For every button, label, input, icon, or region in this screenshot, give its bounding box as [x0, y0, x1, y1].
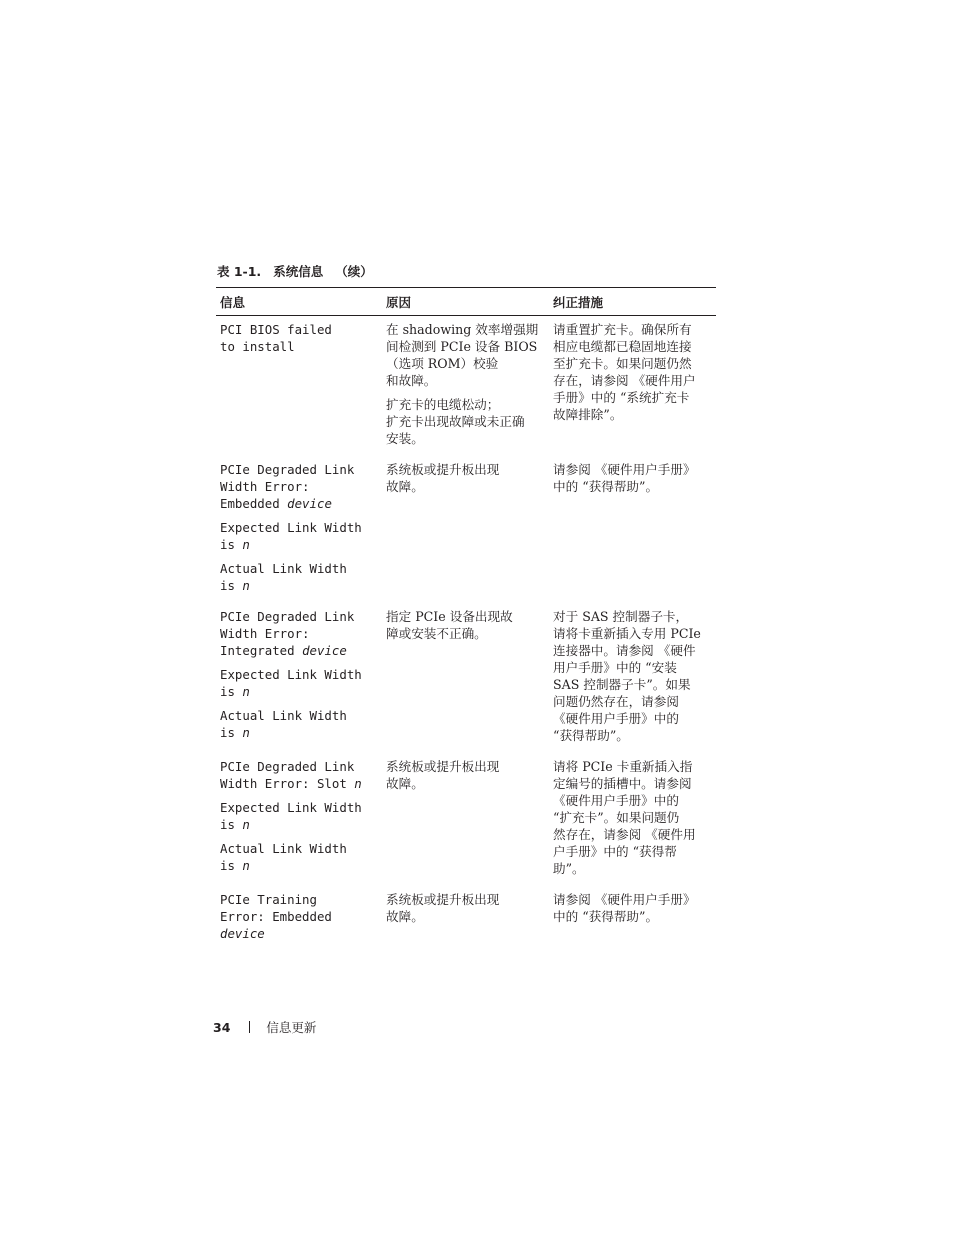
action-cell [549, 753, 716, 886]
message-text: PCIe Degraded Link Width Error: Slot n [220, 759, 362, 791]
cause-cell [382, 316, 549, 457]
message-text: Expected Link Width is n [220, 800, 362, 832]
header-action: 纠正措施 [549, 288, 716, 316]
cause-cell [382, 456, 549, 603]
message-text: Actual Link Width is n [220, 708, 347, 740]
cause-cell [382, 886, 549, 951]
message-text: PCI BIOS failed to install [220, 322, 332, 354]
message-text: Actual Link Width is n [220, 841, 347, 873]
table-row [216, 886, 716, 951]
message-cell [216, 316, 382, 457]
action-text: 请将 PCIe 卡重新插入指 定编号的插槽中。请参阅 《硬件用户手册》中的 “扩充卡”。如果问题仍 然存在，请参阅 《硬件用 户手册》中的 “获得帮 助”。 [553, 759, 696, 876]
action-text: 请重置扩充卡。确保所有 相应电缆都已稳固地连接 至扩充卡。如果问题仍然 存在，请参阅 《硬件用户 手册》中的 “系统扩充卡 故障排除”。 [553, 322, 696, 422]
table-header-row [216, 288, 716, 316]
header-cause: 原因 [382, 288, 549, 316]
cause-cell [382, 753, 549, 886]
system-messages-table [216, 287, 716, 951]
cause-text: 指定 PCIe 设备出现故 障或安装不正确。 [386, 609, 513, 641]
table-caption [217, 262, 373, 280]
message-text: PCIe Degraded Link Width Error: Embedded device [220, 462, 355, 511]
variable: n [242, 537, 250, 552]
cause-text: 系统板或提升板出现 故障。 [386, 759, 500, 791]
message-cell [216, 603, 382, 753]
action-cell [549, 886, 716, 951]
action-text: 请参阅 《硬件用户手册》 中的 “获得帮助”。 [553, 462, 696, 494]
variable: n [242, 578, 250, 593]
action-text: 请参阅 《硬件用户手册》 中的 “获得帮助”。 [553, 892, 696, 924]
table-row [216, 456, 716, 603]
page-number: 34 [213, 1020, 231, 1035]
table-row [216, 753, 716, 886]
table-label: 表 1-1. [217, 264, 262, 279]
variable: device [220, 926, 265, 941]
action-cell [549, 603, 716, 753]
message-text: Actual Link Width is n [220, 561, 347, 593]
message-text: PCIe Degraded Link Width Error: Integrated device [220, 609, 355, 658]
message-cell [216, 753, 382, 886]
cause-cell [382, 603, 549, 753]
cause-text: 系统板或提升板出现 故障。 [386, 892, 500, 924]
action-text: 对于 SAS 控制器子卡， 请将卡重新插入专用 PCIe 连接器中。请参阅 《硬件 用户手册》中的 “安装 SAS 控制器子卡”。如果 问题仍然存在，请参阅 《硬件用户手册》中的 “获得帮助”。 [553, 609, 701, 743]
cause-text: 扩充卡的电缆松动； 扩充卡出现故障或未正确 安装。 [386, 397, 525, 446]
variable: device [287, 496, 332, 511]
page-footer [213, 1018, 316, 1036]
header-message: 信息 [216, 288, 382, 316]
variable: n [354, 776, 362, 791]
message-cell [216, 456, 382, 603]
message-text: Expected Link Width is n [220, 520, 362, 552]
variable: n [242, 684, 250, 699]
variable: n [242, 858, 250, 873]
table-continued: （续） [335, 264, 373, 279]
table-title: 系统信息 [273, 264, 324, 279]
cause-text: 系统板或提升板出现 故障。 [386, 462, 500, 494]
section-title: 信息更新 [266, 1020, 317, 1035]
message-text: PCIe Training Error: Embedded device [220, 892, 332, 941]
variable: n [242, 725, 250, 740]
variable: n [242, 817, 250, 832]
table-row [216, 603, 716, 753]
action-cell [549, 456, 716, 603]
message-text: Expected Link Width is n [220, 667, 362, 699]
cause-text: 在 shadowing 效率增强期 间检测到 PCIe 设备 BIOS （选项 ROM）校验 和故障。 [386, 322, 539, 388]
footer-divider [249, 1021, 250, 1033]
action-cell [549, 316, 716, 457]
message-cell [216, 886, 382, 951]
variable: device [302, 643, 347, 658]
table-row [216, 316, 716, 457]
